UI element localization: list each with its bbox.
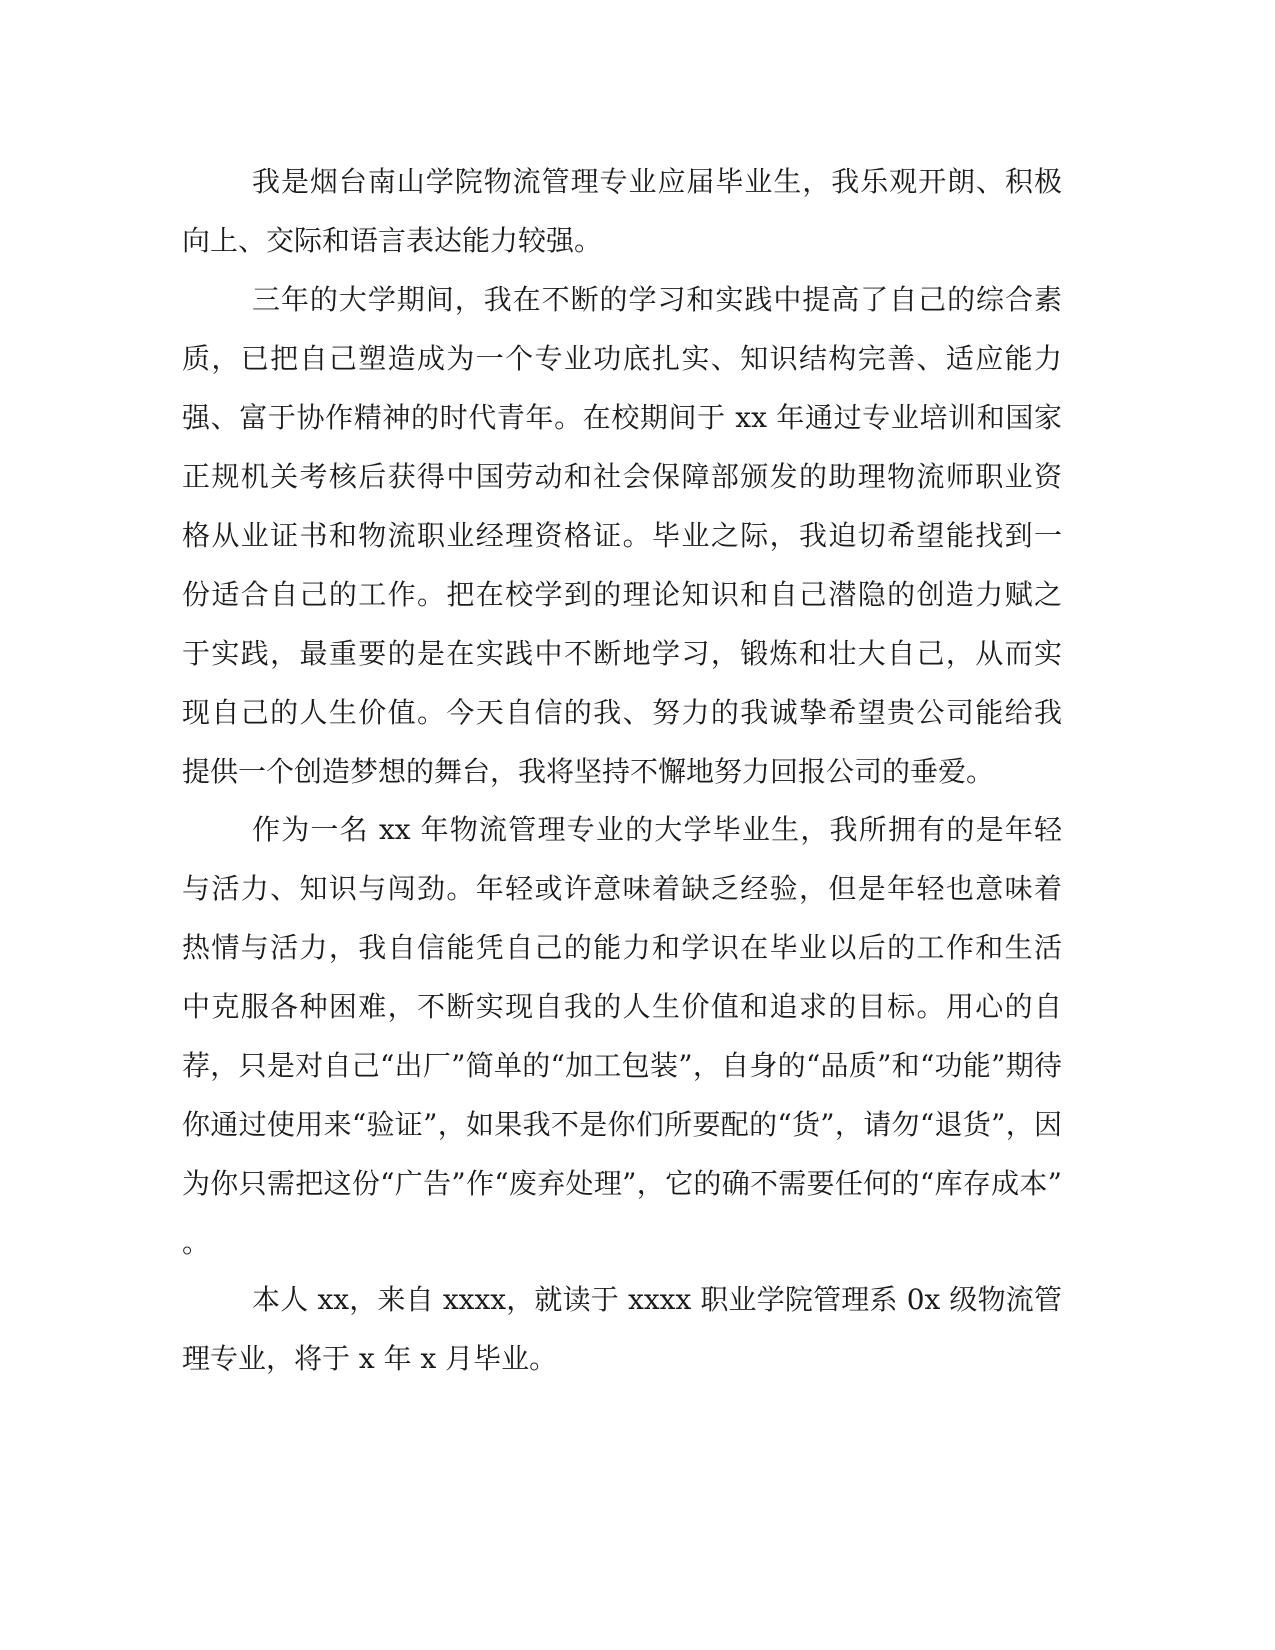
paragraph-university-years <box>182 270 1062 801</box>
text-line: 正规机关考核后获得中国劳动和社会保障部颁发的助理物流师职业资 <box>182 460 1062 493</box>
text-line: 本人 xx，来自 xxxx，就读于 xxxx 职业学院管理系 0x 级物流管 <box>252 1283 1062 1316</box>
text-line: 格从业证书和物流职业经理资格证。毕业之际，我迫切希望能找到一 <box>182 519 1062 552</box>
paragraph-personal-info <box>182 1270 1062 1388</box>
text-line: 我是烟台南山学院物流管理专业应届毕业生，我乐观开朗、积极 <box>252 165 1062 198</box>
text-line: 作为一名 xx 年物流管理专业的大学毕业生，我所拥有的是年轻 <box>252 813 1062 846</box>
text-line: 你通过使用来“验证”，如果我不是你们所要配的“货”，请勿“退货”，因 <box>182 1108 1062 1141</box>
text-line: 质，已把自己塑造成为一个专业功底扎实、知识结构完善、适应能力 <box>182 342 1062 375</box>
text-line: 中克服各种困难，不断实现自我的人生价值和追求的目标。用心的自 <box>182 990 1062 1023</box>
text-line: 于实践，最重要的是在实践中不断地学习，锻炼和壮大自己，从而实 <box>182 637 1062 670</box>
text-line: 热情与活力，我自信能凭自己的能力和学识在毕业以后的工作和生活 <box>182 931 1062 964</box>
text-line: 理专业，将于 x 年 x 月毕业。 <box>182 1342 558 1375</box>
text-line: 三年的大学期间，我在不断的学习和实践中提高了自己的综合素 <box>252 283 1062 316</box>
text-line: 份适合自己的工作。把在校学到的理论知识和自己潜隐的创造力赋之 <box>182 578 1062 611</box>
paragraph-intro <box>182 152 1062 270</box>
text-line: 。 <box>182 1226 211 1259</box>
text-line: 向上、交际和语言表达能力较强。 <box>182 224 603 257</box>
text-line: 为你只需把这份“广告”作“废弃处理”，它的确不需要任何的“库存成本” <box>182 1167 1062 1200</box>
text-line: 荐，只是对自己“出厂”简单的“加工包装”，自身的“品质”和“功能”期待 <box>182 1049 1062 1082</box>
text-line: 与活力、知识与闯劲。年轻或许意味着缺乏经验，但是年轻也意味着 <box>182 872 1062 905</box>
text-line: 强、富于协作精神的时代青年。在校期间于 xx 年通过专业培训和国家 <box>182 401 1062 434</box>
text-line: 提供一个创造梦想的舞台，我将坚持不懈地努力回报公司的垂爱。 <box>182 755 995 788</box>
text-line: 现自己的人生价值。今天自信的我、努力的我诚挚希望贵公司能给我 <box>182 696 1062 729</box>
paragraph-graduate-qualities <box>182 800 1062 1272</box>
